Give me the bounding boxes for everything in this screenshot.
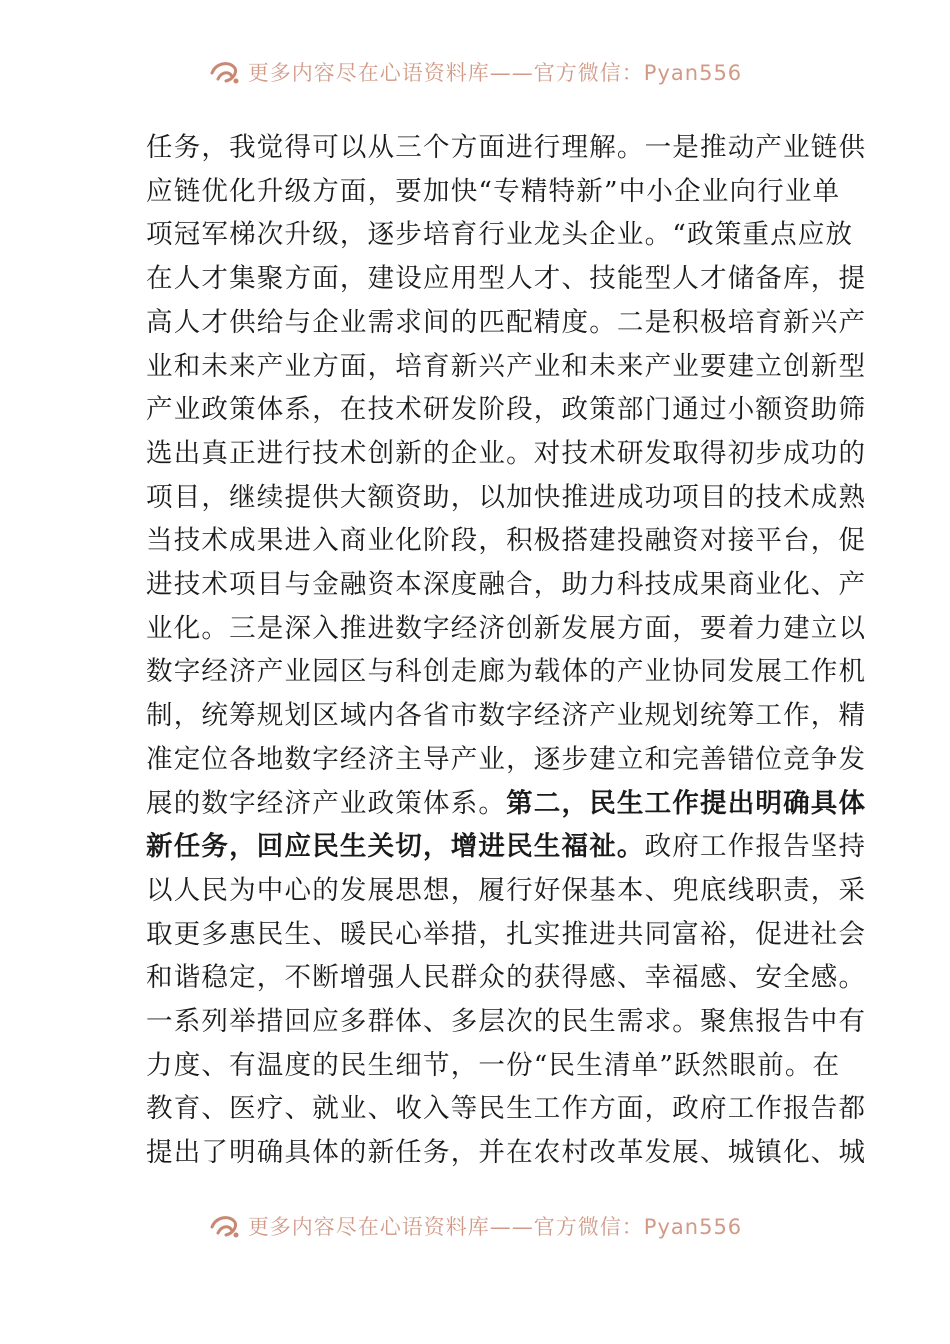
text-line: 取更多惠民生、暖民心举措，扎实推进共同富裕，促进社会 [146, 918, 867, 950]
text-line: 提出了明确具体的新任务，并在农村改革发展、城镇化、城 [146, 1137, 867, 1169]
text-line: 选出真正进行技术创新的企业。对技术研发取得初步成功的 [146, 437, 867, 469]
footer-watermark [0, 1206, 950, 1246]
text-line: 一系列举措回应多群体、多层次的民生需求。聚焦报告中有 [146, 1006, 867, 1038]
text-line: 教育、医疗、就业、收入等民生工作方面，政府工作报告都 [146, 1093, 867, 1125]
text-line: 业化。三是深入推进数字经济创新发展方面，要着力建立以 [146, 612, 867, 644]
header-watermark [0, 52, 950, 92]
text-line: 业和未来产业方面，培育新兴产业和未来产业要建立创新型 [146, 350, 867, 382]
logo-icon [208, 1211, 242, 1241]
watermark-text: 更多内容尽在心语资料库——官方微信：Pyan556 [247, 61, 743, 85]
text-line: 高人才供给与企业需求间的匹配精度。二是积极培育新兴产 [146, 306, 867, 338]
text-line: 产业政策体系，在技术研发阶段，政策部门通过小额资助筛 [146, 394, 867, 426]
text-line: 应链优化升级方面，要加快“专精特新”中小企业向行业单 [146, 175, 841, 207]
plain-text: 展的数字经济产业政策体系。 [146, 787, 507, 819]
text-line-mixed [146, 782, 867, 826]
plain-text: 政府工作报告坚持 [644, 831, 867, 863]
watermark-text: 更多内容尽在心语资料库——官方微信：Pyan556 [247, 1215, 743, 1239]
text-line: 项冠军梯次升级，逐步培育行业龙头企业。“政策重点应放 [146, 219, 854, 251]
text-line: 以人民为中心的发展思想，履行好保基本、兜底线职责，采 [146, 874, 867, 906]
text-line: 力度、有温度的民生细节，一份“民生清单”跃然眼前。在 [146, 1049, 841, 1081]
logo-icon [208, 57, 242, 87]
text-line: 任务，我觉得可以从三个方面进行理解。一是推动产业链供 [146, 132, 867, 163]
text-line: 准定位各地数字经济主导产业，逐步建立和完善错位竞争发 [146, 743, 867, 775]
text-line-mixed [146, 825, 867, 869]
bold-heading-text: 新任务，回应民生关切，增进民生福祉。 [146, 831, 645, 863]
text-line: 制，统筹规划区域内各省市数字经济产业规划统筹工作，精 [146, 700, 867, 732]
document-body [146, 126, 867, 1175]
text-line: 数字经济产业园区与科创走廊为载体的产业协同发展工作机 [146, 656, 867, 688]
text-line: 和谐稳定，不断增强人民群众的获得感、幸福感、安全感。 [146, 962, 867, 994]
text-line: 项目，继续提供大额资助，以加快推进成功项目的技术成熟 [146, 481, 867, 513]
text-line: 在人才集聚方面，建设应用型人才、技能型人才储备库，提 [146, 263, 867, 295]
text-line: 当技术成果进入商业化阶段，积极搭建投融资对接平台，促 [146, 525, 867, 557]
bold-heading-text: 第二，民生工作提出明确具体 [506, 787, 867, 819]
text-line: 进技术项目与金融资本深度融合，助力科技成果商业化、产 [146, 569, 867, 601]
